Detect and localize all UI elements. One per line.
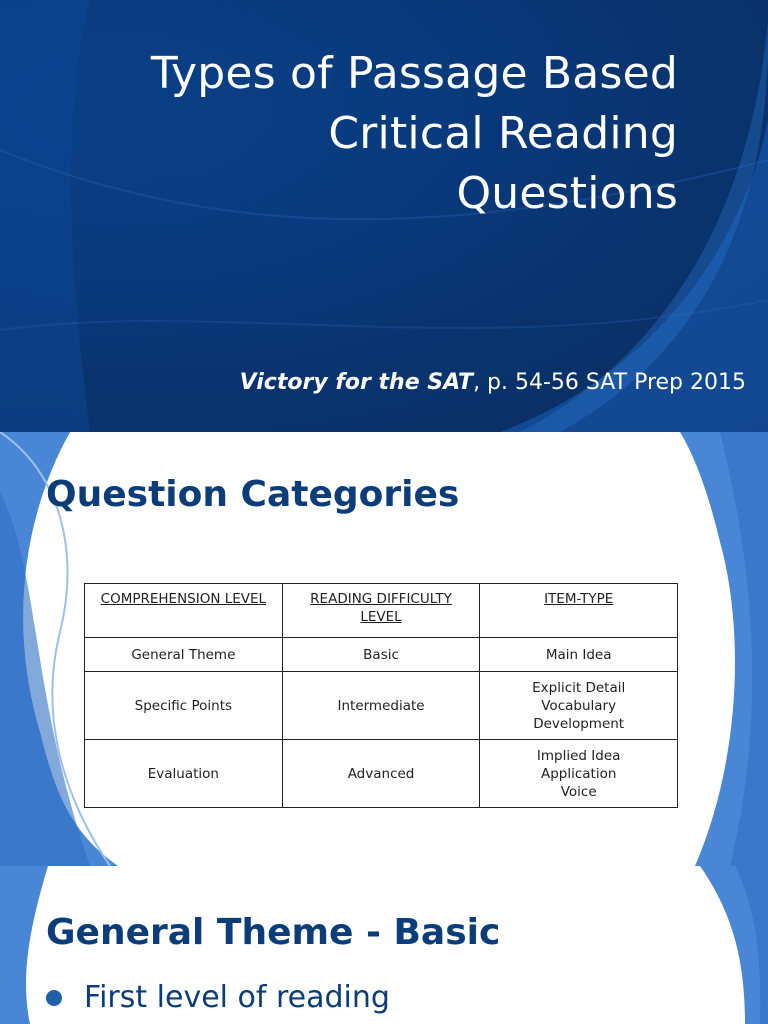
table-header-row [85,584,678,638]
table-cell [480,672,678,740]
title-slide [0,0,768,432]
book-title: Victory for the SAT [239,370,474,395]
column-header: ITEM-TYPE [480,584,678,638]
table-row [85,740,678,808]
categories-slide [0,432,768,866]
column-header: COMPREHENSION LEVEL [85,584,283,638]
item-type-line: Voice [560,783,597,800]
item-type-line: Development [533,715,625,732]
table-row [85,638,678,672]
item-type-line: Explicit Detail [532,679,626,696]
table-cell: Main Idea [480,638,678,672]
bullet-text: First level of reading [84,980,390,1015]
bullet-item [46,980,390,1015]
slide-heading: General Theme - Basic [46,912,501,953]
table-row [85,672,678,740]
column-header: READING DIFFICULTY LEVEL [282,584,480,638]
title-line-1: Types of Passage Based [150,48,678,99]
table-cell: General Theme [85,638,283,672]
table-cell [480,740,678,808]
table-cell: Advanced [282,740,480,808]
item-type-line: Implied Idea [536,747,621,764]
table-cell: Evaluation [85,740,283,808]
slide-subtitle [240,370,746,395]
item-type-line: Vocabulary [541,697,617,714]
question-categories-table [84,583,678,808]
title-line-3: Questions [456,168,678,219]
table-cell: Basic [282,638,480,672]
table-cell: Intermediate [282,672,480,740]
subtitle-detail: , p. 54-56 SAT Prep 2015 [473,370,746,395]
general-theme-slide [0,866,768,1024]
title-line-2: Critical Reading [328,108,678,159]
table-cell: Specific Points [85,672,283,740]
item-type-line: Application [540,765,617,782]
slide-title [38,44,678,224]
slide-heading: Question Categories [46,474,460,515]
bullet-dot-icon [46,990,62,1006]
